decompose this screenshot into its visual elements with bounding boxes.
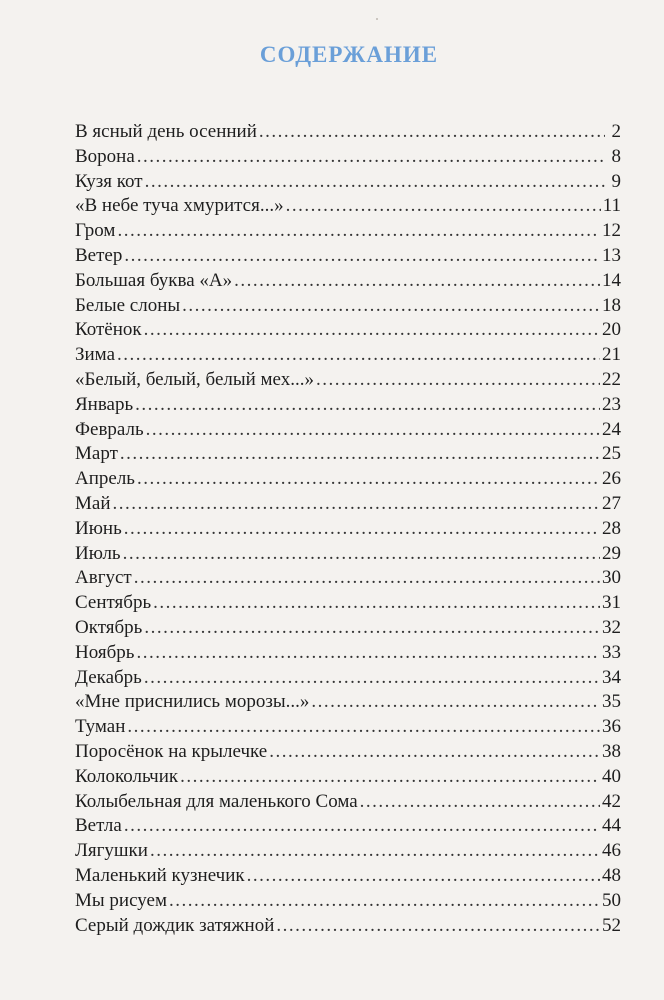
toc-entry-title: Ноябрь — [75, 641, 135, 663]
toc-entry-page-number: 29 — [602, 542, 621, 564]
toc-entry — [75, 566, 621, 591]
dot-leader — [117, 219, 600, 244]
dot-leader — [124, 517, 600, 542]
toc-entry — [75, 839, 621, 864]
toc-entry-title: Октябрь — [75, 616, 143, 638]
toc-entry-page-number: 23 — [602, 393, 621, 415]
dot-leader — [124, 814, 600, 839]
toc-entry-page-number: 33 — [602, 641, 621, 663]
dot-leader — [286, 194, 601, 219]
toc-entry-title: Апрель — [75, 468, 135, 490]
toc-entry-page-number: 36 — [602, 716, 621, 738]
toc-entry-title: Ветер — [75, 244, 123, 266]
toc-entry-title: Большая буква «А» — [75, 269, 233, 291]
toc-entry-page-number: 24 — [602, 418, 621, 440]
toc-entry-title: Зима — [75, 344, 116, 366]
dot-leader — [127, 715, 600, 740]
toc-entry — [75, 294, 621, 319]
toc-entry-page-number: 18 — [602, 294, 621, 316]
toc-entry-page-number: 20 — [602, 319, 621, 341]
dot-leader — [120, 442, 600, 467]
dot-leader — [311, 690, 600, 715]
toc-entry-page-number: 9 — [611, 170, 621, 192]
toc-entry-page-number: 12 — [602, 220, 621, 242]
toc-entry-page-number: 42 — [602, 790, 621, 812]
toc-entry-page-number: 22 — [602, 368, 621, 390]
toc-entry-title: Серый дождик затяжной — [75, 914, 275, 936]
table-of-contents — [75, 120, 621, 938]
toc-entry-page-number: 38 — [602, 740, 621, 762]
page-title: СОДЕРЖАНИЕ — [259, 42, 439, 67]
dot-leader — [144, 616, 600, 641]
toc-entry-title: Май — [75, 492, 111, 514]
dot-leader — [360, 790, 600, 815]
toc-entry — [75, 194, 621, 219]
toc-entry-page-number: 26 — [602, 468, 621, 490]
toc-entry — [75, 517, 621, 542]
dot-leader — [146, 418, 600, 443]
toc-entry — [75, 145, 621, 170]
toc-entry — [75, 690, 621, 715]
toc-entry-title: Туман — [75, 716, 126, 738]
toc-entry-title: «Мне приснились морозы...» — [75, 691, 310, 713]
toc-entry-title: Колокольчик — [75, 765, 179, 787]
toc-entry — [75, 666, 621, 691]
toc-entry-page-number: 32 — [602, 616, 621, 638]
toc-entry-title: Поросёнок на крылечке — [75, 740, 268, 762]
toc-entry-title: Белые слоны — [75, 294, 181, 316]
toc-entry-title: Июнь — [75, 517, 122, 539]
dot-leader — [182, 294, 600, 319]
toc-entry-title: Январь — [75, 393, 134, 415]
dot-leader — [145, 170, 605, 195]
dot-leader — [134, 566, 600, 591]
toc-entry-title: «Белый, белый, белый мех...» — [75, 368, 314, 390]
toc-entry — [75, 343, 621, 368]
toc-entry-page-number: 30 — [602, 567, 621, 589]
toc-entry-page-number: 21 — [602, 344, 621, 366]
toc-entry-page-number: 46 — [602, 840, 621, 862]
toc-entry-title: Гром — [75, 220, 116, 242]
toc-entry-page-number: 31 — [602, 592, 621, 614]
toc-entry-page-number: 50 — [602, 889, 621, 911]
dot-leader — [169, 889, 600, 914]
toc-entry-title: Маленький кузнечик — [75, 864, 245, 886]
toc-entry-page-number: 44 — [602, 815, 621, 837]
toc-entry-page-number: 40 — [602, 765, 621, 787]
toc-entry — [75, 542, 621, 567]
toc-entry-title: Колыбельная для маленького Сома — [75, 790, 358, 812]
toc-entry-page-number: 48 — [602, 864, 621, 886]
toc-entry — [75, 790, 621, 815]
toc-entry — [75, 814, 621, 839]
dot-leader — [136, 641, 600, 666]
toc-entry — [75, 740, 621, 765]
dot-leader — [276, 914, 600, 939]
toc-entry-title: Мы рисуем — [75, 889, 167, 911]
paper-speck — [376, 18, 378, 20]
toc-entry-page-number: 27 — [602, 492, 621, 514]
toc-entry — [75, 765, 621, 790]
toc-entry-title: Сентябрь — [75, 592, 152, 614]
dot-leader — [135, 393, 600, 418]
dot-leader — [113, 492, 601, 517]
toc-entry — [75, 244, 621, 269]
dot-leader — [144, 666, 600, 691]
toc-entry-title: Котёнок — [75, 319, 142, 341]
dot-leader — [137, 467, 600, 492]
dot-leader — [124, 244, 600, 269]
dot-leader — [137, 145, 605, 170]
toc-entry — [75, 393, 621, 418]
dot-leader — [259, 120, 605, 145]
toc-entry — [75, 418, 621, 443]
toc-entry — [75, 591, 621, 616]
toc-entry-title: Ветла — [75, 815, 122, 837]
toc-entry-page-number: 25 — [602, 443, 621, 465]
toc-entry — [75, 269, 621, 294]
toc-entry-title: «В небе туча хмурится...» — [75, 195, 284, 217]
toc-entry — [75, 368, 621, 393]
toc-entry — [75, 864, 621, 889]
toc-entry — [75, 120, 621, 145]
toc-entry-title: Декабрь — [75, 666, 142, 688]
toc-entry-page-number: 13 — [602, 244, 621, 266]
toc-entry-page-number: 14 — [602, 269, 621, 291]
toc-entry-title: Март — [75, 443, 118, 465]
dot-leader — [234, 269, 600, 294]
dot-leader — [153, 591, 600, 616]
toc-entry — [75, 889, 621, 914]
toc-entry — [75, 219, 621, 244]
dot-leader — [247, 864, 600, 889]
toc-entry-title: Февраль — [75, 418, 144, 440]
toc-entry-title: Лягушки — [75, 840, 148, 862]
toc-entry — [75, 914, 621, 939]
toc-entry — [75, 641, 621, 666]
toc-entry-title: Август — [75, 567, 132, 589]
toc-entry-page-number: 35 — [602, 691, 621, 713]
dot-leader — [117, 343, 600, 368]
dot-leader — [180, 765, 600, 790]
toc-entry-title: Кузя кот — [75, 170, 143, 192]
toc-entry-page-number: 8 — [611, 145, 621, 167]
toc-entry-title: В ясный день осенний — [75, 121, 257, 142]
toc-entry — [75, 616, 621, 641]
dot-leader — [150, 839, 600, 864]
toc-entry-page-number: 52 — [602, 914, 621, 936]
toc-entry-title: Ворона — [75, 145, 135, 167]
toc-entry — [75, 318, 621, 343]
toc-entry — [75, 467, 621, 492]
dot-leader — [123, 542, 600, 567]
toc-entry — [75, 715, 621, 740]
toc-entry-title: Июль — [75, 542, 121, 564]
dot-leader — [144, 318, 600, 343]
toc-entry — [75, 492, 621, 517]
toc-entry-page-number: 28 — [602, 517, 621, 539]
dot-leader — [269, 740, 600, 765]
toc-entry-page-number: 34 — [602, 666, 621, 688]
toc-entry — [75, 442, 621, 467]
toc-entry — [75, 170, 621, 195]
toc-entry-page-number: 2 — [611, 121, 621, 142]
dot-leader — [316, 368, 600, 393]
toc-entry-page-number: 11 — [602, 195, 621, 217]
